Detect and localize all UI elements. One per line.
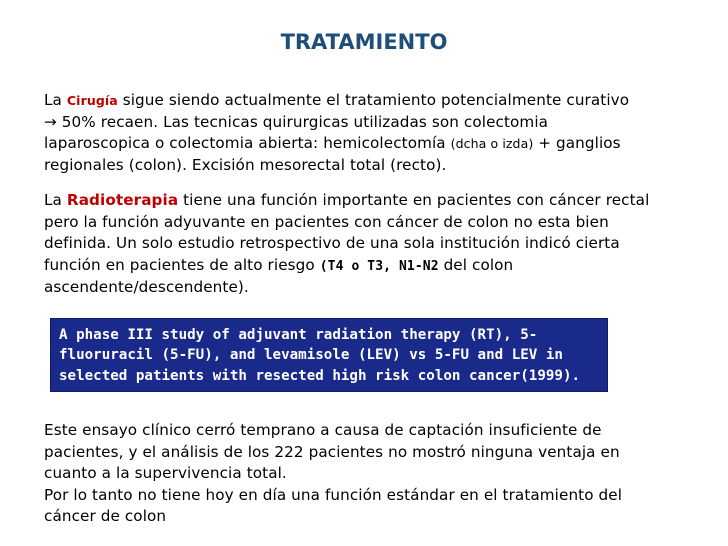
- surgery-line-2: → 50% recaen. Las tecnicas quirurgicas utilizadas son colectomia: [44, 112, 549, 131]
- callout-line-1: A phase III study of adjuvant radiation therapy (RT), 5-: [59, 327, 538, 343]
- callout-line-2: fluoruracil (5-FU), and levamisole (LEV) vs 5-FU and LEV in: [59, 347, 563, 364]
- radiotherapy-line-5: ascendente/descendente).: [44, 278, 249, 297]
- radiotherapy-line-4: función en pacientes de alto riesgo (T4 o T3, N1-N2 del colon: [44, 255, 514, 274]
- conclusion-line-5: cáncer de colon: [44, 507, 167, 526]
- study-callout-box: [50, 318, 608, 392]
- radiotherapy-line-3: definida. Un solo estudio retrospectivo de una sola institución indicó cierta: [44, 234, 620, 253]
- surgery-paragraph: [44, 90, 694, 176]
- staging-text: (T4 o T3, N1-N2: [319, 258, 439, 274]
- conclusion-line-4: Por lo tanto no tiene hoy en día una función estándar en el tratamiento del: [44, 485, 623, 504]
- radiotherapy-highlight: Radioterapia: [66, 191, 179, 209]
- conclusion-line-2: pacientes, y el análisis de los 222 pacientes no mostró ninguna ventaja en: [44, 442, 620, 461]
- radiotherapy-paragraph: [44, 190, 694, 299]
- radiotherapy-line-1: La Radioterapia tiene una función importante en pacientes con cáncer rectal: [44, 191, 650, 209]
- slide-title: TRATAMIENTO: [280, 30, 448, 54]
- surgery-highlight: Cirugía: [66, 93, 118, 108]
- surgery-line-3: laparoscopica o colectomia abierta: hemicolectomía (dcha o izda) + ganglios: [44, 134, 621, 153]
- radiotherapy-line-2: pero la función adyuvante en pacientes con cáncer de colon no esta bien: [44, 212, 609, 231]
- conclusion-line-3: cuanto a la supervivencia total.: [44, 464, 287, 483]
- callout-line-3: selected patients with resected high risk colon cancer(1999).: [59, 367, 581, 384]
- conclusion-line-1: Este ensayo clínico cerró temprano a causa de captación insuficiente de: [44, 421, 602, 439]
- surgery-line-4: regionales (colon). Excisión mesorectal total (recto).: [44, 155, 447, 174]
- conclusion-paragraph: [44, 420, 704, 528]
- surgery-line-1: La Cirugía sigue siendo actualmente el tratamiento potencialmente curativo: [44, 91, 630, 109]
